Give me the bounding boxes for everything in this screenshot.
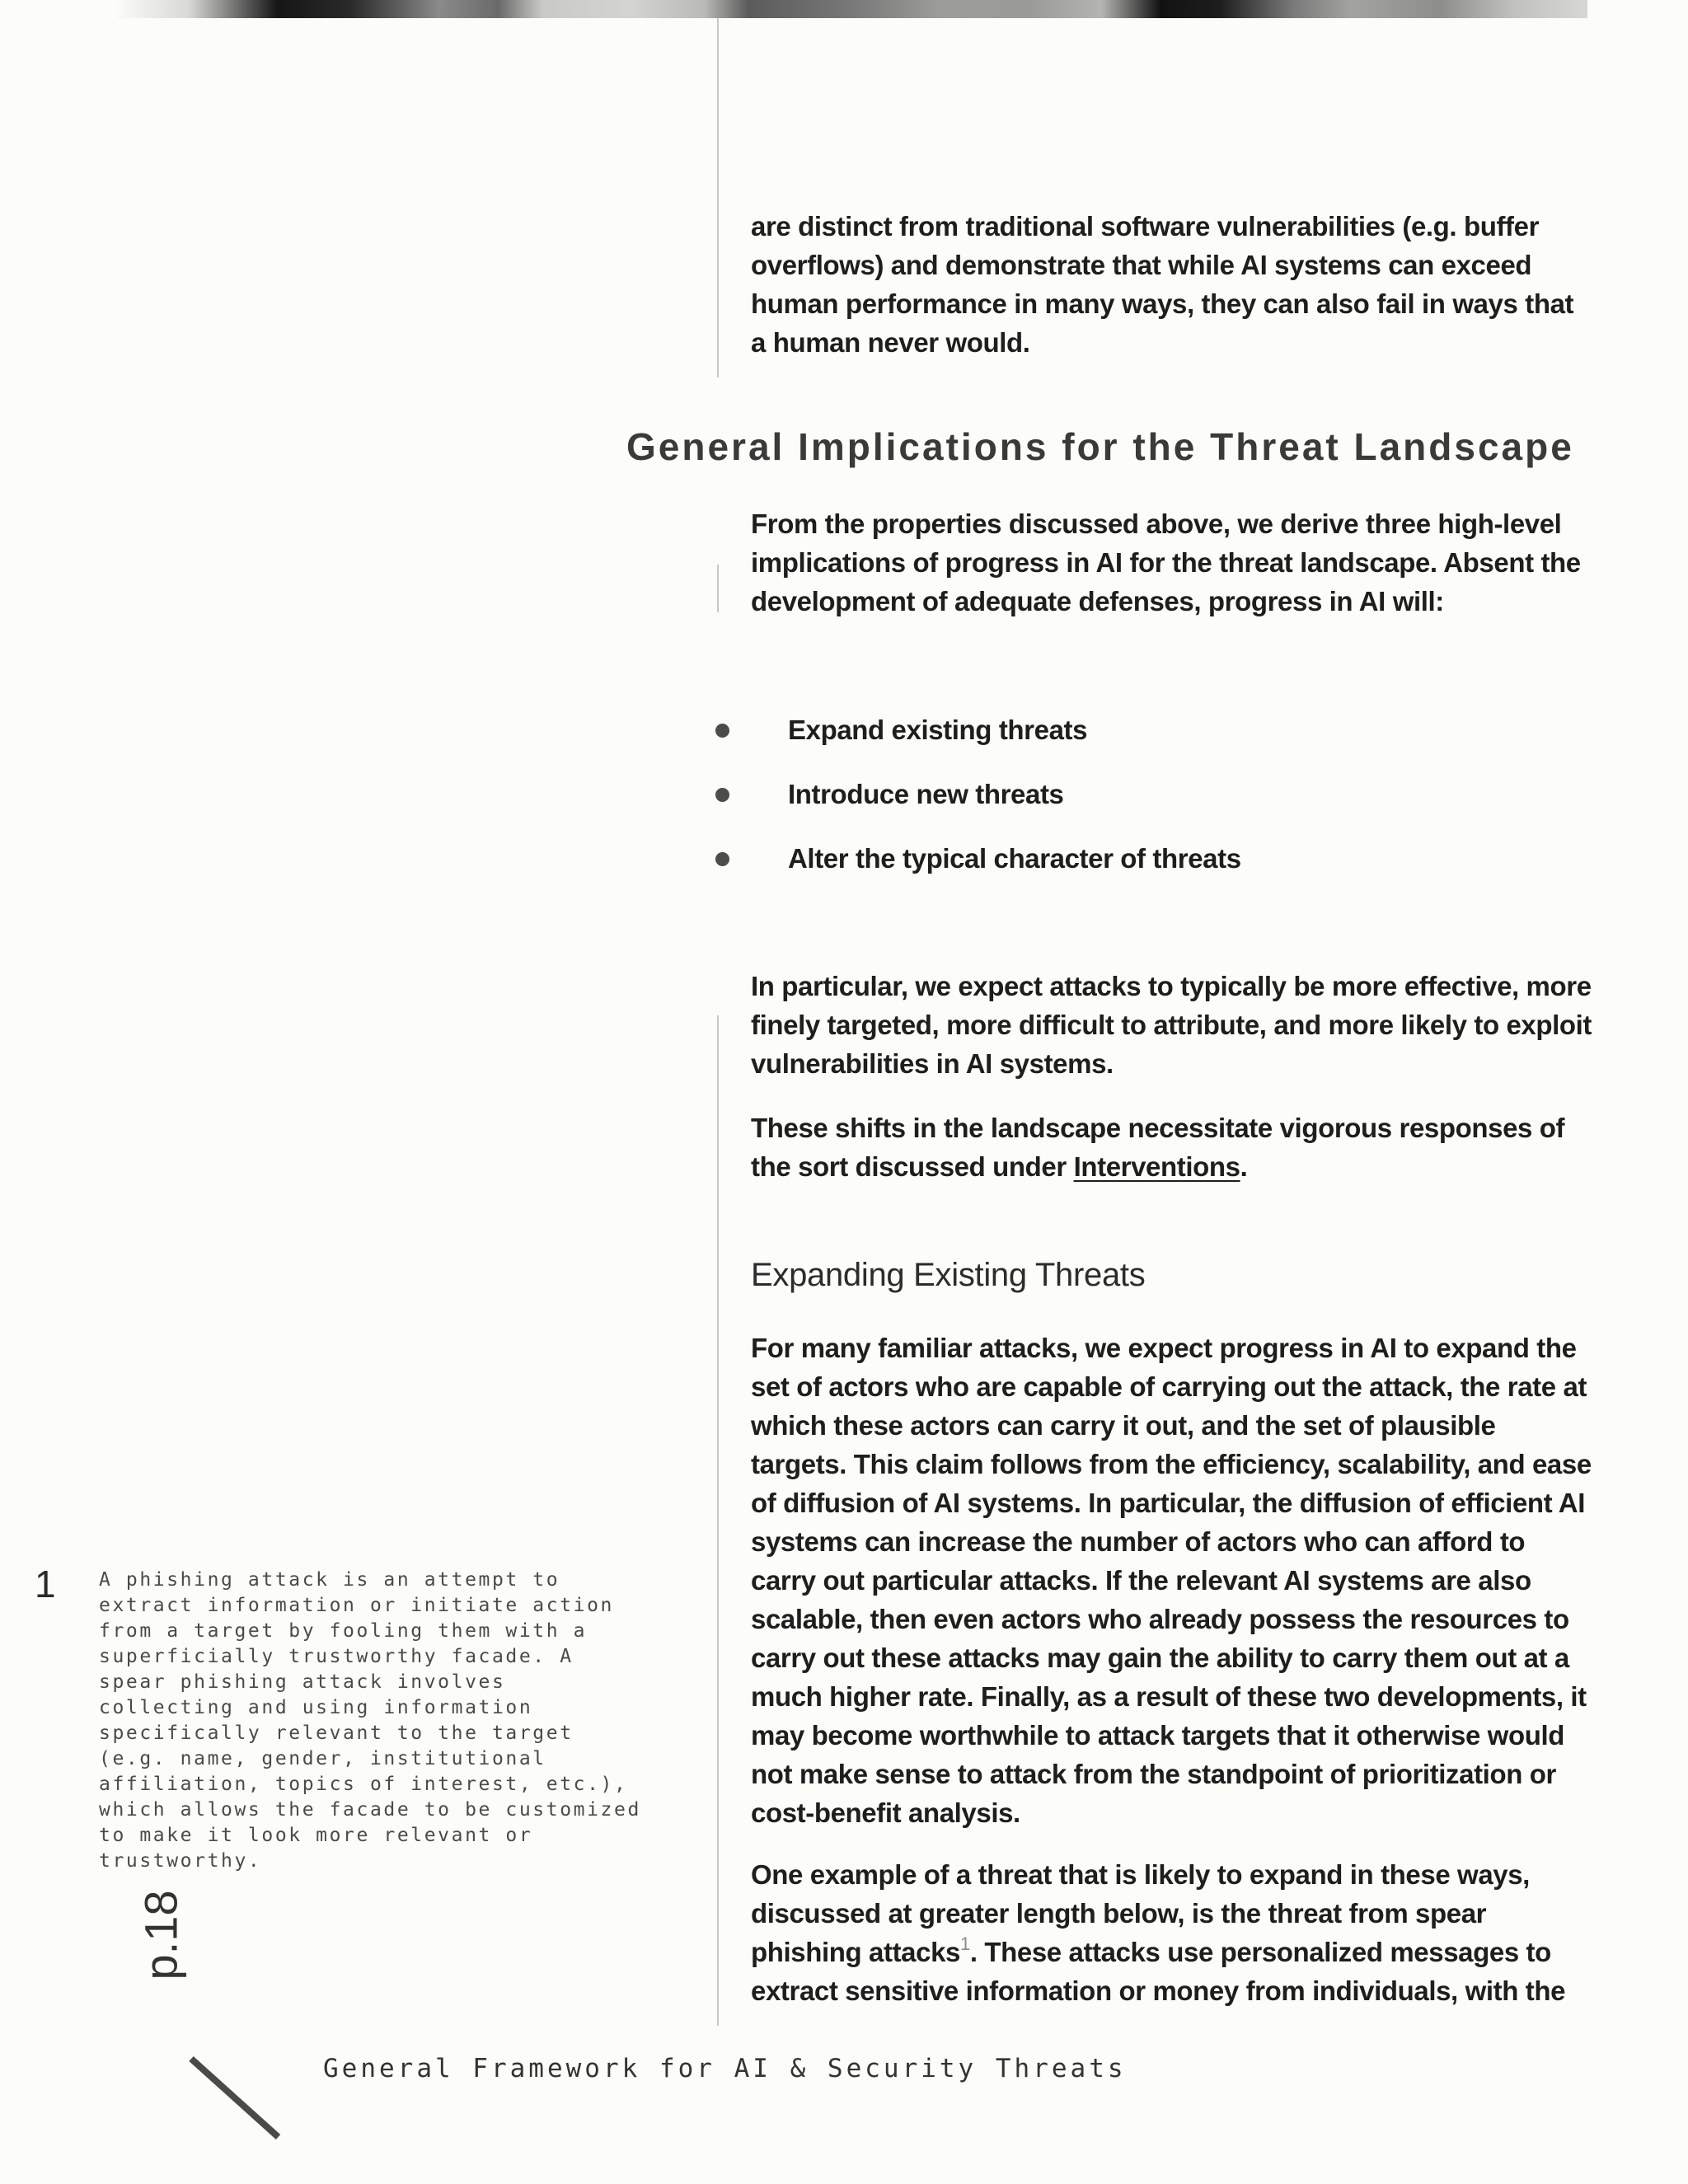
top-gradient-band xyxy=(115,0,1587,18)
subsection-heading: Expanding Existing Threats xyxy=(751,1257,1146,1293)
list-item-label: Alter the typical character of threats xyxy=(788,843,1241,874)
example-text-end: . These attacks use personalized messages to extract sensitive information or money from individuals, with the xyxy=(751,1937,1566,2006)
bullet-icon xyxy=(715,724,729,738)
margin-rule xyxy=(717,1015,719,2026)
section-intro-paragraph: From the properties discussed above, we derive three high-level implications of progress in AI for the threat landscape. Absent the development of adequate defenses, progress in AI will: xyxy=(751,509,1581,616)
list-item-label: Expand existing threats xyxy=(788,715,1088,745)
footer-slash-mark xyxy=(189,2056,280,2139)
bullet-icon xyxy=(715,788,729,802)
margin-rule xyxy=(717,565,719,612)
bullet-icon xyxy=(715,852,729,866)
footnote-number: 1 xyxy=(35,1563,56,1605)
expanding-paragraph: For many familiar attacks, we expect progress in AI to expand the set of actors who are capable of carrying out the attack, the rate at which these actors can carry it out, and the set of plausible targets. This claim follows from the efficiency, scalability, and ease of diffusion of AI systems. In particular, the diffusion of efficient AI systems can increase the number of actors who can afford to carry out particular attacks. If the relevant AI systems are also scalable, then even actors who already possess the resources to carry out these attacks may gain the ability to carry them out at a much higher rate. Finally, as a result of these two developments, it may become worthwhile to attack targets that it otherwise would not make sense to attack from the standpoint of prioritization or cost-benefit analysis. xyxy=(751,1333,1592,1828)
intro-paragraph: are distinct from traditional software vulnerabilities (e.g. buffer overflows) and demonstrate that while AI systems can exceed human performance in many ways, they can also fail in ways that a human never would. xyxy=(751,211,1574,358)
shifts-text: These shifts in the landscape necessitate vigorous responses of the sort discussed under xyxy=(751,1113,1565,1182)
margin-rule xyxy=(717,18,719,377)
running-title: General Framework for AI & Security Threats xyxy=(323,2054,1127,2083)
footnote-reference[interactable]: 1 xyxy=(960,1933,970,1954)
shifts-paragraph xyxy=(751,1108,1592,1186)
footnote-text: A phishing attack is an attempt to extract information or initiate action from a target by fooling them with a superficially trustworthy facade. A spear phishing attack involves collecting and using information specifically relevant to the target (e.g. name, gender, institutional affiliation, topics of interest, etc.), which allows the facade to be customized to make it look more relevant or trustworthy. xyxy=(99,1569,641,1872)
interventions-link[interactable]: Interventions xyxy=(1073,1151,1240,1182)
shifts-text-end: . xyxy=(1240,1151,1248,1182)
list-item-label: Introduce new threats xyxy=(788,779,1064,809)
page-number: p.18 xyxy=(134,1890,187,1980)
section-heading: General Implications for the Threat Landscape xyxy=(626,425,1574,468)
example-text: One example of a threat that is likely to expand in these ways, discussed at greater length below, is the threat from spear phishing attacks xyxy=(751,1859,1530,1967)
example-paragraph xyxy=(751,1855,1592,2010)
particular-paragraph: In particular, we expect attacks to typically be more effective, more finely targeted, more difficult to attribute, and more likely to exploit vulnerabilities in AI systems. xyxy=(751,971,1592,1079)
